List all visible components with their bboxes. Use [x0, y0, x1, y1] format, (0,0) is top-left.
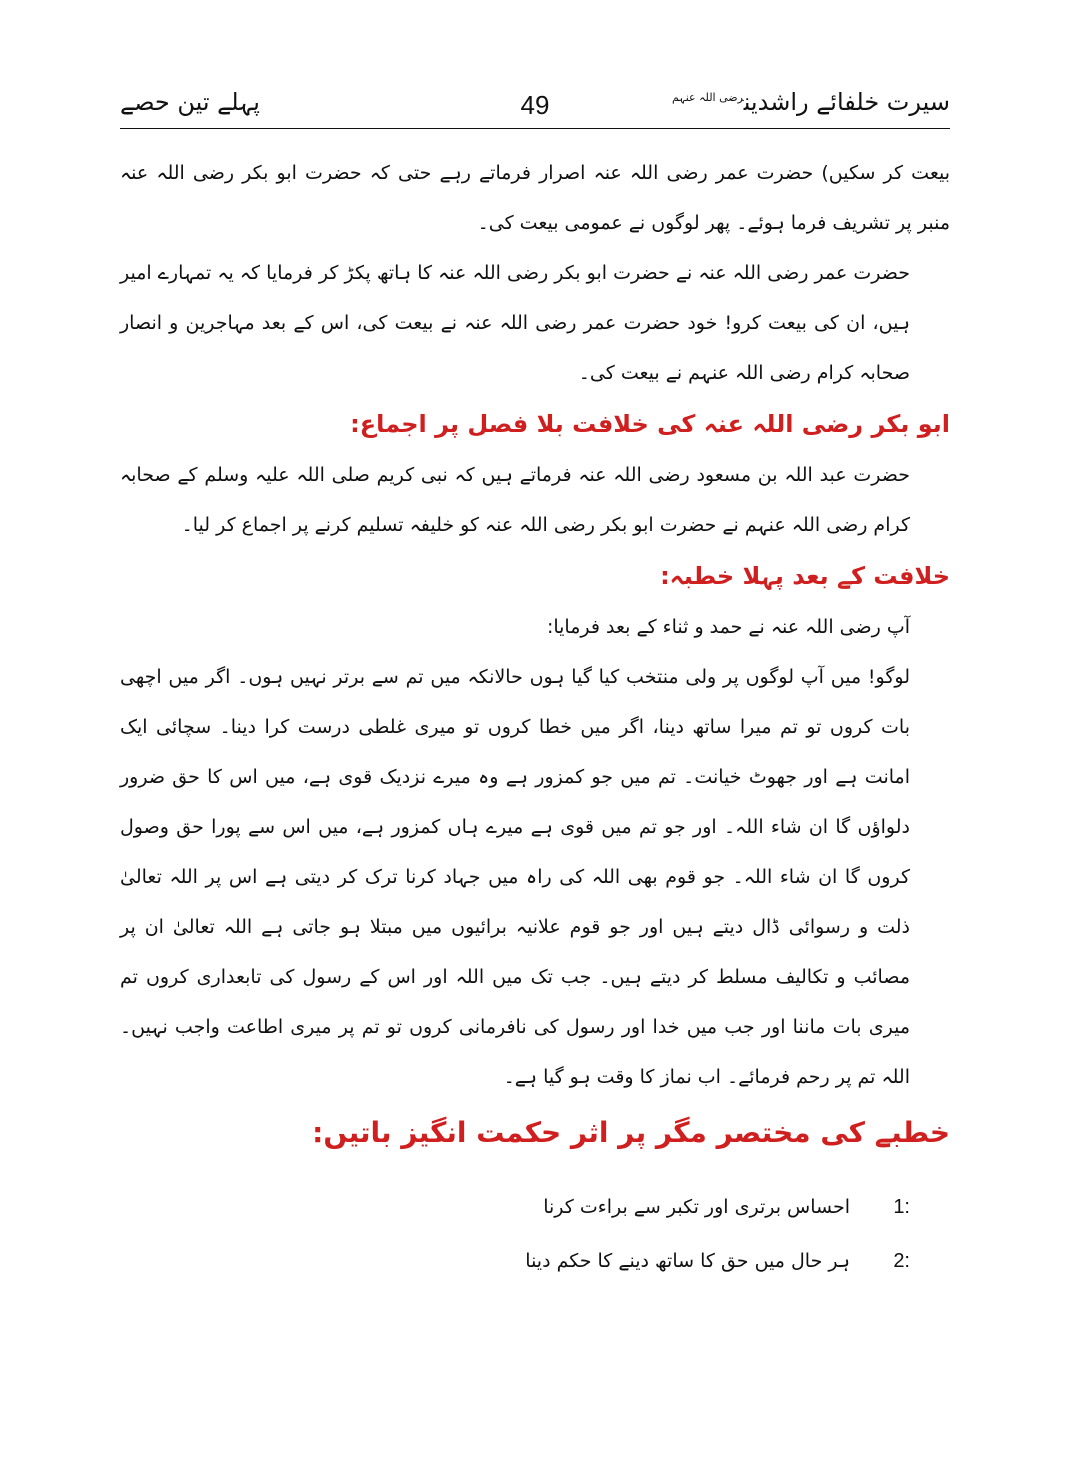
book-title: سیرت خلفائے راشدین$^{رضی اللہ عنہم}$ — [671, 88, 950, 116]
header-rule — [120, 128, 950, 129]
paragraph-1: بیعت کر سکیں) حضرت عمر رضی اللہ عنہ اصرار فرماتے رہے حتی کہ حضرت ابو بکر رضی اللہ عنہ منبر پر تشریف فرما ہوئے۔ پھر لوگوں نے عمومی بیعت کی۔ — [120, 162, 950, 234]
paragraph-5: لوگو! میں آپ لوگوں پر ولی منتخب کیا گیا ہوں حالانکہ میں تم سے برتر نہیں ہوں۔ اگر میں اچھی بات کروں تو تم میرا ساتھ دینا، اگر میں خطا کروں تو میری غلطی درست کرا دینا۔ سچائی ایک امانت ہے اور جھوٹ خیانت۔ تم میں جو کمزور ہے وہ میرے نزدیک قوی ہے، میں اس کا حق ضرور دلواؤں گا ان شاء اللہ۔ اور جو تم میں قوی ہے میرے ہاں کمزور ہے، میں اس سے پورا حق وصول کروں گا ان شاء اللہ۔ جو قوم بھی اللہ کی راہ میں جہاد کرنا ترک کر دیتی ہے اس پر اللہ تعالیٰ ذلت و رسوائی ڈال دیتے ہیں اور جو قوم علانیہ برائیوں میں مبتلا ہو جاتی ہے اللہ تعالیٰ ان پر مصائب و تکالیف مسلط کر دیتے ہیں۔ جب تک میں اللہ اور اس کے رسول کی تابعداری کروں تم میری بات ماننا اور جب میں خدا اور رسول کی نافرمانی کروں تو تم پر میری اطاعت واجب نہیں۔ اللہ تم پر رحم فرمائے۔ اب نماز کا وقت ہو گیا ہے۔ — [120, 666, 910, 1088]
paragraph-3: حضرت عبد اللہ بن مسعود رضی اللہ عنہ فرماتے ہیں کہ نبی کریم صلی اللہ علیہ وسلم کے صحابہ کرام رضی اللہ عنہم نے حضرت ابو بکر رضی اللہ عنہ کو خلیفہ تسلیم کرنے پر اجماع کر لیا۔ — [120, 464, 910, 536]
honorific: رضی اللہ عنہم — [671, 91, 744, 104]
paragraph-2: حضرت عمر رضی اللہ عنہ نے حضرت ابو بکر رضی اللہ عنہ کا ہاتھ پکڑ کر فرمایا کہ یہ تمہارے امیر ہیں، ان کی بیعت کرو! خود حضرت عمر رضی اللہ عنہ نے بیعت کی، اس کے بعد مہاجرین و انصار صحابہ کرام رضی اللہ عنہم نے بیعت کی۔ — [120, 262, 910, 384]
heading-consensus: ابو بکر رضی اللہ عنہ کی خلافت بلا فصل پر اجماع: — [350, 410, 950, 438]
paragraph-4: آپ رضی اللہ عنہ نے حمد و ثناء کے بعد فرمایا: — [546, 616, 910, 638]
list-item — [120, 1180, 950, 1234]
section-title: پہلے تین حصے — [120, 88, 260, 116]
list-item — [120, 1234, 950, 1288]
page-number: 49 — [520, 90, 550, 120]
list-text: ہر حال میں حق کا ساتھ دینے کا حکم دینا — [525, 1250, 850, 1272]
page-body — [120, 148, 950, 1288]
list-text: احساس برتری اور تکبر سے براءت کرنا — [543, 1196, 850, 1218]
list-number: 2: — [893, 1250, 910, 1272]
wisdom-list — [120, 1180, 950, 1288]
page-header — [120, 86, 950, 126]
heading-wisdom: خطبے کی مختصر مگر پر اثر حکمت انگیز باتیں: — [312, 1116, 950, 1149]
list-number: 1: — [893, 1196, 910, 1218]
heading-first-sermon: خلافت کے بعد پہلا خطبہ: — [660, 562, 950, 590]
